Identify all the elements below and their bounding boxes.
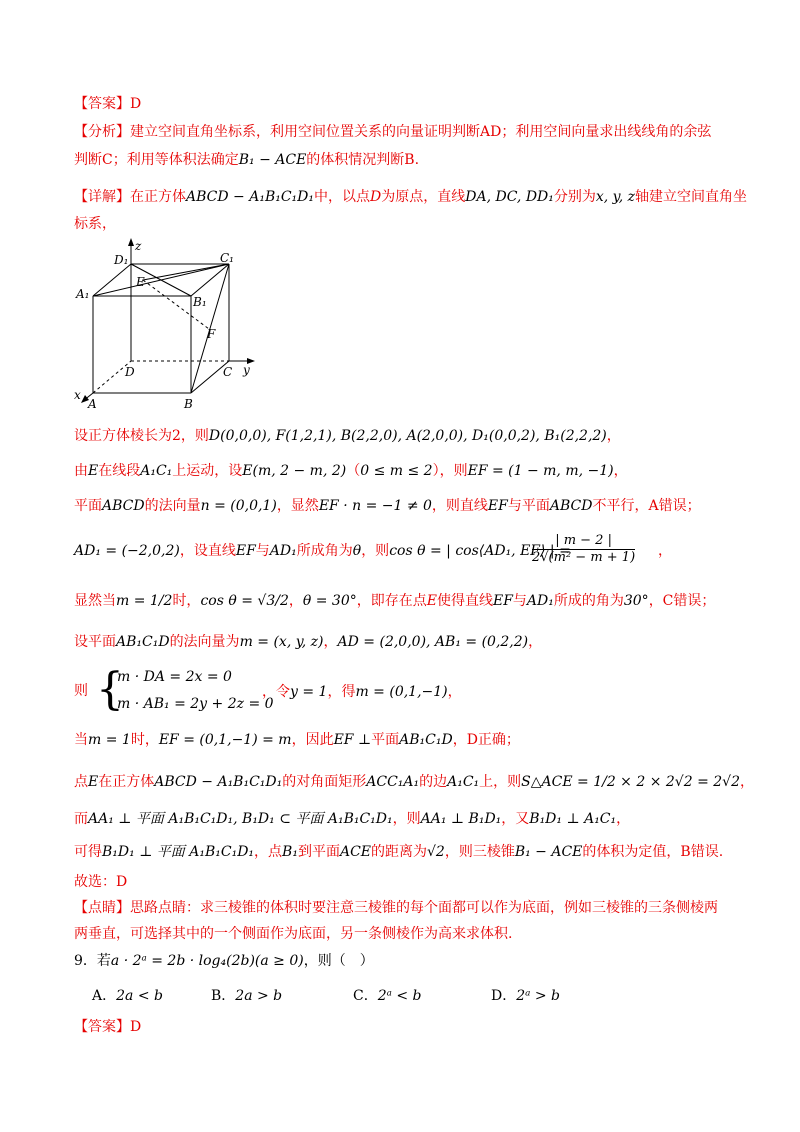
text: 的法向量为 (169, 634, 240, 650)
math: A₁C₁ (447, 774, 480, 790)
text: ，C错误； (648, 593, 716, 609)
fraction-numerator: | m − 2 | (532, 533, 635, 550)
text: 到平面 (297, 844, 340, 860)
answer-value: D (130, 96, 142, 112)
math: E (88, 774, 99, 790)
text: ， (606, 428, 621, 444)
detail-text: 轴建立空间直角坐 (635, 189, 748, 205)
analysis-expr: B₁ − ACE (238, 152, 307, 168)
text: 由 (74, 463, 88, 479)
comment-tag: 【点睛】 (74, 900, 130, 916)
cube-figure (74, 238, 264, 413)
text: ，D正确； (452, 732, 520, 748)
math: EF = (0,1,−1) = m (158, 732, 292, 748)
option-letter: C． (353, 988, 378, 1004)
math: cos θ = √3/2 (200, 593, 289, 609)
answer-tag: 【答案】 (74, 96, 130, 112)
option-text: 2ᵃ < b (377, 988, 422, 1004)
axes-xyz: x, y, z (595, 189, 636, 205)
math: m = (0,1,−1) (355, 684, 448, 700)
cube-expr: ABCD − A₁B₁C₁D₁ (186, 189, 315, 205)
math: ACC₁A₁ (366, 774, 420, 790)
math: B₁D₁ ⊥ A₁C₁ (529, 811, 617, 827)
math: n = (0,0,1) (200, 498, 277, 514)
text: ，因此 (291, 732, 334, 748)
coords: D(0,0,0), F(1,2,1), B(2,2,0), A(2,0,0), D₁(0,0,2), B₁(2,2,2) (208, 428, 607, 444)
answer-line (74, 94, 141, 114)
label-a: A (88, 397, 97, 411)
text: 在正方体 (98, 774, 155, 790)
detail-line-1 (74, 187, 747, 207)
segment-ec1 (143, 264, 229, 280)
math: AD = (2,0,0), AB₁ = (0,2,2) (337, 634, 529, 650)
eq-1 (117, 667, 232, 687)
math: 0 ≤ m ≤ 2 (360, 463, 433, 479)
text: ， (616, 811, 631, 827)
math: cos θ = | cos⟨AD₁, EF⟩ | = (389, 543, 571, 559)
detail-text: 分别为 (553, 189, 596, 205)
text: ， (447, 684, 462, 700)
step-line-9 (74, 772, 754, 792)
text: 与 (512, 593, 527, 609)
analysis-tag: 【分析】 (74, 124, 130, 140)
text: ，得 (327, 684, 356, 700)
detail-line-2 (74, 214, 116, 234)
label-f: F (207, 327, 216, 341)
label-y: y (243, 363, 250, 377)
text: 平面 (371, 732, 400, 748)
text: 上运动，设 (172, 463, 243, 479)
detail-text: 中，以点 (314, 189, 371, 205)
analysis-line-2 (74, 150, 419, 170)
option-letter: B． (211, 988, 236, 1004)
text: 当 (74, 732, 88, 748)
analysis-line-1 (74, 122, 711, 142)
label-d: D (125, 365, 135, 379)
label-e: E (136, 275, 145, 289)
comment-line-1 (74, 898, 718, 918)
math: B₁ (282, 844, 298, 860)
math: θ (352, 543, 362, 559)
text: ， (288, 593, 303, 609)
math: E(m, 2 − m, 2) (242, 463, 347, 479)
text: 的对角面矩形 (282, 774, 367, 790)
math: ABCD (549, 498, 593, 514)
analysis-text-1: 建立空间直角坐标系，利用空间位置关系的向量证明判断AD；利用空间向量求出线线角的余弦 (130, 124, 712, 140)
step-line-12 (74, 872, 127, 892)
option-letter: A． (92, 988, 117, 1004)
text: 设平面 (74, 634, 116, 650)
text: ，又 (501, 811, 530, 827)
text: 的体积为定值，B错误. (582, 844, 724, 860)
text: ，则三棱锥 (444, 844, 515, 860)
text: 平面 (74, 498, 102, 514)
text: ，即存在点 (356, 593, 427, 609)
text: ， (613, 463, 628, 479)
answer-line-2 (74, 1017, 141, 1037)
math: AB₁C₁D (399, 732, 453, 748)
math: ACE (339, 844, 371, 860)
math: AD₁ (526, 593, 554, 609)
text: ， (528, 634, 543, 650)
origin-d: D (370, 189, 382, 205)
step-line-1 (74, 426, 621, 446)
math: EF (487, 498, 508, 514)
text: ，则 (392, 811, 421, 827)
math: EF = (1 − m, m, −1) (467, 463, 614, 479)
text: 在线段 (98, 463, 141, 479)
label-z: z (135, 239, 142, 253)
math: m = (x, y, z) (239, 634, 324, 650)
detail-text: 在正方体 (130, 189, 186, 205)
eq-2 (117, 694, 274, 714)
math: EF · n = −1 ≠ 0 (318, 498, 432, 514)
step-line-10 (74, 809, 630, 829)
text: （ (346, 463, 361, 479)
text: ， (323, 634, 338, 650)
math: y = 1 (290, 684, 328, 700)
step-line-6 (74, 632, 542, 652)
step-line-2 (74, 461, 628, 481)
label-x: x (74, 388, 81, 402)
text: 时， (172, 593, 201, 609)
option-text: 2a > b (235, 988, 283, 1004)
step-line-8 (74, 730, 520, 750)
math: AD₁ (269, 543, 297, 559)
step-line-11 (74, 842, 723, 862)
math: E (88, 463, 99, 479)
label-c: C (223, 365, 233, 379)
question-9 (74, 951, 374, 971)
step-line-7-lead (74, 681, 88, 701)
step-line-4 (74, 541, 571, 561)
math: AA₁ ⊥ 平面 A₁B₁C₁D₁, B₁D₁ ⊂ 平面 A₁B₁C₁D₁ (88, 811, 393, 827)
text: 的边 (419, 774, 448, 790)
text: ， (740, 774, 755, 790)
comment-line-2 (74, 924, 512, 944)
option-text: 2ᵃ > b (516, 988, 560, 1004)
text: ， (658, 543, 672, 559)
text: 的法向量 (144, 498, 201, 514)
option-d[interactable] (491, 985, 560, 1005)
step-line-7 (262, 682, 462, 702)
text: ），则 (432, 463, 468, 479)
question-number: 9．若 (74, 953, 111, 969)
option-a[interactable] (92, 985, 163, 1005)
option-text: 2a < b (116, 988, 163, 1004)
math: 30° (623, 593, 649, 609)
math: EF ⊥ (333, 732, 372, 748)
text: 的距离为 (371, 844, 427, 860)
fraction-denominator: 2√(m² − m + 1) (532, 550, 636, 565)
text: 思路点睛：求三棱锥的体积时要注意三棱锥的每个面都可以作为底面，例如三棱锥的三条侧棱两 (130, 900, 718, 916)
label-a1: A₁ (76, 287, 90, 301)
math: A₁C₁ (140, 463, 173, 479)
step-line-5 (74, 591, 715, 611)
text: 而 (74, 811, 88, 827)
text: 设正方体棱长为2，则 (74, 428, 209, 444)
math: S△ACE = 1/2 × 2 × 2√2 = 2√2 (521, 774, 741, 790)
math: ABCD (102, 498, 145, 514)
text: ，显然 (276, 498, 319, 514)
text: 可得 (74, 844, 102, 860)
text: 不平行，A错误； (592, 498, 701, 514)
text: 显然当 (74, 593, 116, 609)
math: AD₁ = (−2,0,2) (74, 543, 180, 559)
text: 时， (130, 732, 159, 748)
text: ，令 (262, 684, 290, 700)
answer-tag: 【答案】 (74, 1019, 130, 1035)
text: 所成的角为 (553, 593, 624, 609)
text: 两垂直，可选择其中的一个侧面作为底面，另一条侧棱作为高来求体积. (74, 926, 513, 942)
text: 则 (74, 683, 88, 699)
math: AA₁ ⊥ B₁D₁ (420, 811, 502, 827)
text: ，点 (254, 844, 283, 860)
label-b: B (184, 397, 193, 411)
text: 上，则 (479, 774, 522, 790)
math: m = 1 (88, 732, 131, 748)
brace-icon: { (96, 664, 124, 715)
label-c1: C₁ (220, 251, 234, 265)
math: m · DA = 2x = 0 (117, 669, 232, 685)
detail-text: 为原点，直线 (381, 189, 466, 205)
text: ，则（ ） (303, 953, 374, 969)
text: 与 (255, 543, 270, 559)
math: m · AB₁ = 2y + 2z = 0 (117, 696, 274, 712)
math: m = 1/2 (116, 593, 173, 609)
label-b1: B₁ (193, 295, 207, 309)
z-arrow-icon (128, 238, 134, 246)
analysis-text-2b: 的体积情况判断B. (306, 152, 420, 168)
step-line-3 (74, 496, 701, 516)
text: 所成角为 (296, 543, 353, 559)
math: B₁D₁ ⊥ 平面 A₁B₁C₁D₁ (102, 844, 255, 860)
answer-value: D (130, 1019, 142, 1035)
detail-tag: 【详解】 (74, 189, 130, 205)
math: √2 (427, 844, 445, 860)
math: ABCD − A₁B₁C₁D₁ (154, 774, 283, 790)
axes-lines: DA, DC, DD₁ (465, 189, 554, 205)
label-d1: D₁ (114, 253, 129, 267)
step-line-4-end (658, 541, 672, 561)
detail-text: 标系， (74, 216, 116, 232)
math: EF (492, 593, 513, 609)
option-letter: D． (491, 988, 517, 1004)
math: AB₁C₁D (116, 634, 170, 650)
option-b[interactable] (211, 985, 282, 1005)
math: θ = 30° (302, 593, 357, 609)
text: 故选：D (74, 874, 128, 890)
text: ，则 (361, 543, 390, 559)
text: ，设直线 (179, 543, 236, 559)
text: 点 (74, 774, 88, 790)
text: ，则直线 (431, 498, 488, 514)
math: B₁ − ACE (514, 844, 583, 860)
text: 使得直线 (436, 593, 493, 609)
math: EF (235, 543, 256, 559)
question-expr: a · 2ᵃ = 2b · log₄(2b)(a ≥ 0) (110, 953, 304, 969)
cos-fraction (532, 533, 635, 566)
math: E (426, 593, 437, 609)
analysis-text-2a: 判断C；利用等体积法确定 (74, 152, 239, 168)
option-c[interactable] (353, 985, 421, 1005)
text: 与平面 (507, 498, 550, 514)
